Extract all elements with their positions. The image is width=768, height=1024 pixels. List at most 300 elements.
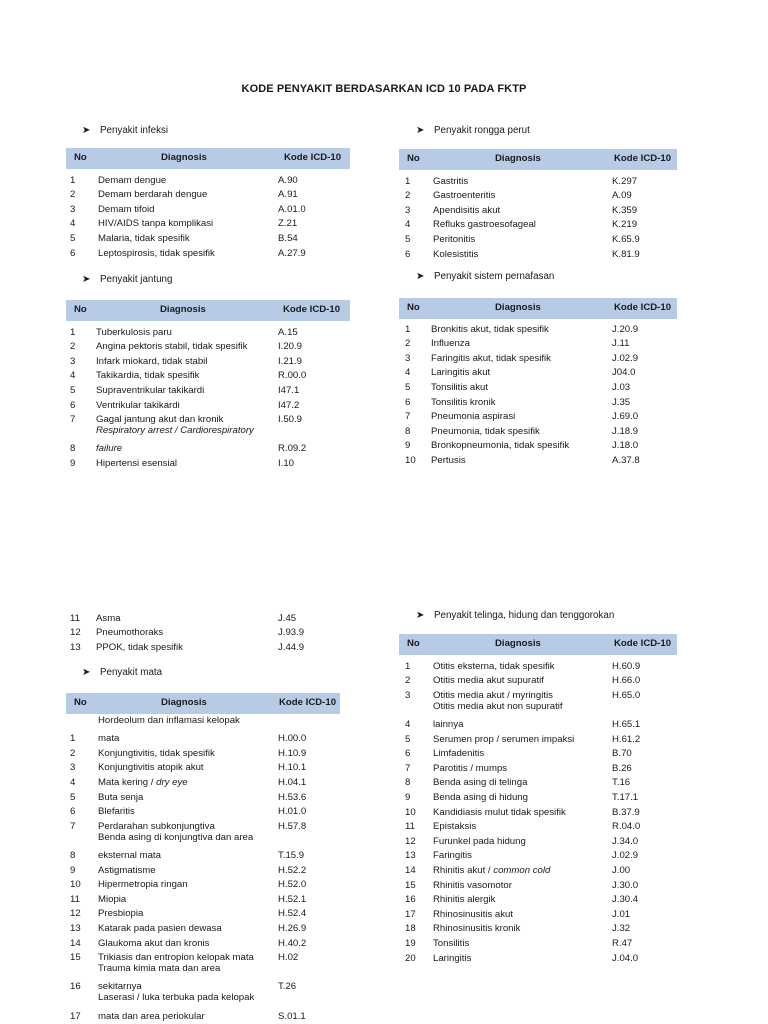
table-row — [399, 730, 677, 745]
arrow-bullet-icon: ➤ — [82, 667, 91, 678]
icd-code: T.26 — [278, 981, 297, 993]
icd-code: A.27.9 — [278, 247, 306, 259]
table-row — [66, 171, 350, 186]
row-no: 15 — [70, 952, 81, 964]
diagnosis: Rhinitis alergik — [433, 894, 496, 906]
diagnosis: Faringitis — [433, 850, 472, 862]
diagnosis: Tonsilitis akut — [431, 381, 489, 393]
diagnosis: Rhinitis vasomotor — [433, 879, 512, 891]
icd-code: H.26.9 — [278, 922, 307, 934]
icd-code: A.01.0 — [278, 203, 306, 215]
row-no: 3 — [70, 355, 76, 367]
table-row — [399, 876, 677, 891]
diagnosis: Katarak pada pasien dewasa — [98, 922, 222, 934]
diagnosis: Limfadenitis — [433, 748, 485, 760]
row-no: 10 — [405, 806, 416, 818]
table-row — [66, 832, 340, 861]
header-diagnosis: Diagnosis — [161, 152, 207, 163]
icd-code: J.01 — [612, 908, 631, 920]
diagnosis: Ventrikular takikardi — [96, 399, 180, 411]
diagnosis: Gastritis — [433, 175, 469, 187]
table-row — [399, 245, 677, 260]
row-no: 9 — [70, 457, 76, 469]
icd-code: R.00.0 — [278, 370, 307, 382]
row-no: 2 — [70, 341, 76, 353]
table-row — [66, 186, 350, 201]
icd-code: A.09 — [612, 190, 632, 202]
row-no: 4 — [70, 370, 76, 382]
diagnosis: Gagal jantung akut dan kronik — [96, 414, 224, 426]
section-title-text: Penyakit sistem pernafasan — [434, 271, 555, 282]
row-no: 4 — [405, 219, 411, 231]
icd-code: A.37.8 — [612, 454, 640, 466]
header-no: No — [407, 302, 420, 313]
diagnosis: Hipertensi esensial — [96, 457, 178, 469]
icd-code: H.52.2 — [278, 864, 307, 876]
table-row — [66, 454, 350, 469]
arrow-bullet-icon: ➤ — [82, 274, 91, 285]
icd-code: H.00.0 — [278, 733, 307, 745]
diagnosis: Astigmatisme — [98, 864, 156, 876]
diagnosis: Glaukoma akut dan kronis — [98, 937, 210, 949]
diagnosis: Rhinosinusitis kronik — [433, 923, 521, 935]
diagnosis: Pertusis — [431, 454, 466, 466]
icd-code: J.00 — [612, 864, 631, 876]
row-no: 4 — [405, 718, 411, 730]
diagnosis-line-2: lainnya — [433, 718, 464, 730]
table-row — [399, 788, 677, 803]
table-row — [399, 818, 677, 833]
table-row — [66, 788, 340, 803]
row-no: 14 — [70, 937, 81, 949]
diagnosis: Epistaksis — [433, 821, 477, 833]
diagnosis: Hipermetropia ringan — [98, 879, 188, 891]
section-title-infeksi — [82, 124, 168, 138]
icd-code: H.61.2 — [612, 733, 641, 745]
diagnosis — [98, 777, 188, 788]
header-code: Kode ICD-10 — [614, 153, 672, 164]
diagnosis-text: Mata kering / — [98, 776, 157, 788]
diagnosis: Gastroenteritis — [433, 190, 496, 202]
table-header — [66, 300, 350, 321]
row-no: 3 — [405, 204, 411, 216]
header-code: Kode ICD-10 — [279, 697, 337, 708]
diagnosis: Apendisitis akut — [433, 204, 501, 216]
section-title-text: Penyakit infeksi — [100, 125, 169, 136]
table-row — [66, 759, 340, 774]
header-code: Kode ICD-10 — [283, 304, 341, 315]
table-row — [399, 216, 677, 231]
table-row — [66, 773, 340, 788]
row-no: 2 — [70, 189, 76, 201]
diagnosis: Malaria, tidak spesifik — [98, 232, 190, 244]
diagnosis: Pneumonia aspirasi — [431, 411, 516, 423]
diagnosis: Demam dengue — [98, 174, 167, 186]
row-no: 11 — [70, 612, 80, 624]
row-no: 7 — [70, 820, 76, 832]
row-no: 13 — [405, 850, 416, 862]
row-no: 4 — [405, 367, 411, 379]
table-row — [399, 364, 677, 379]
row-no: 2 — [405, 675, 411, 687]
diagnosis: Supraventrikular takikardi — [96, 384, 205, 396]
row-no: 6 — [70, 247, 76, 259]
table-row — [399, 172, 677, 187]
section-title-text: Penyakit telinga, hidung dan tenggorokan — [434, 610, 615, 621]
icd-code: J.02.9 — [612, 352, 639, 364]
row-no: 8 — [405, 777, 411, 789]
icd-code: K.219 — [612, 219, 638, 231]
diagnosis-line-1: Trauma kimia mata dan area — [98, 963, 221, 975]
diagnosis-italic: dry eye — [156, 776, 188, 788]
diagnosis-line-1: Respiratory arrest / Cardiorespiratory — [96, 425, 254, 437]
icd-code: S.01.1 — [278, 1010, 306, 1022]
table-row — [399, 686, 677, 701]
icd-code: R.09.2 — [278, 443, 307, 455]
diagnosis-line-1: Hordeolum dan inflamasi kelopak — [98, 715, 240, 726]
icd-code: T.16 — [612, 777, 631, 789]
table-row — [399, 437, 677, 452]
icd-code: J.18.0 — [612, 440, 639, 452]
row-no: 17 — [405, 908, 416, 920]
diagnosis: Bronkitis akut, tidak spesifik — [431, 323, 549, 335]
row-no: 5 — [70, 791, 76, 803]
diagnosis: Takikardia, tidak spesifik — [96, 370, 200, 382]
row-no: 2 — [405, 338, 411, 350]
row-no: 7 — [405, 411, 411, 423]
table-row — [66, 609, 350, 624]
table-row — [66, 381, 350, 396]
row-no: 8 — [70, 849, 76, 861]
table-mata — [66, 693, 340, 1022]
table-row — [399, 861, 677, 876]
diagnosis-italic: common cold — [493, 864, 551, 876]
row-no: 4 — [70, 776, 76, 788]
icd-code: K.297 — [612, 175, 638, 187]
table-header — [399, 149, 677, 170]
row-no: 3 — [70, 203, 76, 215]
icd-code: I47.2 — [278, 399, 300, 411]
row-no: 17 — [70, 1010, 81, 1022]
icd-code: J.30.0 — [612, 879, 639, 891]
row-no: 13 — [70, 641, 81, 653]
table-row — [66, 876, 340, 891]
row-no: 10 — [70, 879, 81, 891]
diagnosis: Bronkopneumonia, tidak spesifik — [431, 440, 570, 452]
table-row — [399, 832, 677, 847]
icd-code: H.53.6 — [278, 791, 307, 803]
table-row — [399, 803, 677, 818]
icd-code: J.34.0 — [612, 835, 639, 847]
table-row — [399, 905, 677, 920]
row-no: 15 — [405, 879, 416, 891]
icd-code: I47.1 — [278, 384, 300, 396]
table-row — [66, 817, 340, 832]
row-no: 18 — [405, 923, 416, 935]
icd-code: H.10.9 — [278, 747, 307, 759]
diagnosis: Otitis media akut supuratif — [433, 675, 544, 687]
table-row — [66, 396, 350, 411]
diagnosis — [433, 865, 550, 876]
row-no: 12 — [70, 627, 81, 639]
icd-code: K.65.9 — [612, 233, 640, 245]
row-no: 12 — [405, 835, 416, 847]
diagnosis: Otitis eksterna, tidak spesifik — [433, 660, 555, 672]
diagnosis: Konjungtivitis, tidak spesifik — [98, 747, 215, 759]
icd-code: J.03 — [612, 381, 631, 393]
table-row — [66, 638, 350, 653]
row-no: 1 — [405, 660, 411, 672]
icd-code: I.50.9 — [278, 414, 303, 426]
diagnosis: Kandidiasis mulut tidak spesifik — [433, 806, 566, 818]
diagnosis: Angina pektoris stabil, tidak spesifik — [96, 341, 248, 353]
page-title: KODE PENYAKIT BERDASARKAN ICD 10 PADA FKTP — [241, 83, 527, 95]
row-no: 1 — [70, 174, 76, 186]
table-row — [66, 244, 350, 259]
diagnosis: PPOK, tidak spesifik — [96, 641, 183, 653]
row-no: 8 — [405, 425, 411, 437]
table-row — [399, 891, 677, 906]
table-row — [66, 744, 340, 759]
icd-code: H.40.2 — [278, 937, 307, 949]
table-row — [66, 803, 340, 818]
header-no: No — [407, 153, 420, 164]
diagnosis-line-1: Laserasi / luka terbuka pada kelopak — [98, 992, 255, 1004]
row-no: 6 — [405, 748, 411, 760]
diagnosis: Leptospirosis, tidak spesifik — [98, 247, 215, 259]
icd-code: H.52.4 — [278, 908, 307, 920]
table-row — [66, 367, 350, 382]
table-row — [399, 774, 677, 789]
section-title-text: Penyakit mata — [100, 667, 163, 678]
table-row — [399, 201, 677, 216]
icd-code: B.70 — [612, 748, 632, 760]
diagnosis: Influenza — [431, 338, 470, 350]
header-no: No — [74, 697, 87, 708]
icd-code: A.90 — [278, 174, 298, 186]
table-row — [399, 320, 677, 335]
diagnosis: Laringitis akut — [431, 367, 491, 379]
diagnosis: Tonsilitis — [433, 937, 470, 949]
table-row — [66, 425, 350, 454]
diagnosis-line-2: eksternal mata — [98, 849, 161, 861]
row-no: 10 — [405, 454, 416, 466]
diagnosis: Parotitis / mumps — [433, 762, 508, 774]
arrow-bullet-icon: ➤ — [82, 125, 91, 136]
diagnosis: Benda asing di hidung — [433, 791, 528, 803]
icd-code: H.02 — [278, 952, 299, 964]
table-row — [399, 393, 677, 408]
header-diagnosis: Diagnosis — [161, 697, 207, 708]
table-row — [66, 949, 340, 964]
row-no: 7 — [70, 414, 76, 426]
diagnosis: Miopia — [98, 893, 127, 905]
row-no: 5 — [405, 381, 411, 393]
diagnosis: Demam berdarah dengue — [98, 189, 208, 201]
table-header — [399, 634, 677, 655]
table-row — [399, 701, 677, 730]
section-title-text: Penyakit jantung — [100, 274, 173, 285]
icd-code: T.17.1 — [612, 791, 639, 803]
diagnosis: Refluks gastroesofageal — [433, 219, 536, 231]
icd-code: H.60.9 — [612, 660, 641, 672]
table-row — [399, 920, 677, 935]
row-no: 3 — [405, 689, 411, 701]
header-diagnosis: Diagnosis — [495, 153, 541, 164]
row-no: 1 — [70, 326, 76, 338]
section-title-text: Penyakit rongga perut — [434, 125, 530, 136]
icd-code: J.30.4 — [612, 894, 639, 906]
section-title-rongga-perut — [416, 124, 530, 138]
row-no: 19 — [405, 937, 416, 949]
row-no: 11 — [405, 821, 415, 833]
row-no: 16 — [70, 981, 81, 993]
row-no: 3 — [70, 762, 76, 774]
table-row — [399, 657, 677, 672]
diagnosis: Infark miokard, tidak stabil — [96, 355, 208, 367]
diagnosis: Blefaritis — [98, 806, 135, 818]
icd-code: H.66.0 — [612, 675, 641, 687]
header-no: No — [74, 152, 87, 163]
table-row — [66, 890, 340, 905]
icd-code: R.47 — [612, 937, 633, 949]
icd-code: H.52.0 — [278, 879, 307, 891]
icd-code: J04.0 — [612, 367, 636, 379]
row-no: 16 — [405, 894, 416, 906]
icd-code: H.04.1 — [278, 776, 307, 788]
row-no: 13 — [70, 922, 81, 934]
table-row — [66, 963, 340, 992]
diagnosis: Trikiasis dan entropion kelopak mata — [98, 952, 254, 964]
diagnosis: Tuberkulosis paru — [96, 326, 172, 338]
icd-code: H.52.1 — [278, 893, 307, 905]
table-row — [399, 451, 677, 466]
header-code: Kode ICD-10 — [284, 152, 342, 163]
icd-code: A.15 — [278, 326, 298, 338]
table-row — [66, 992, 340, 1021]
icd-code: J.35 — [612, 396, 631, 408]
icd-code: J.04.0 — [612, 952, 639, 964]
icd-code: I.10 — [278, 457, 295, 469]
icd-code: H.65.1 — [612, 718, 641, 730]
table-row — [399, 378, 677, 393]
table-row — [66, 715, 340, 744]
diagnosis: Peritonitis — [433, 233, 476, 245]
header-diagnosis: Diagnosis — [495, 302, 541, 313]
diagnosis: Pneumothoraks — [96, 627, 164, 639]
icd-code: K.81.9 — [612, 248, 640, 260]
table-row — [399, 349, 677, 364]
diagnosis: Rhinosinusitis akut — [433, 908, 513, 920]
arrow-bullet-icon: ➤ — [416, 610, 425, 621]
row-no: 1 — [70, 733, 76, 745]
table-row — [399, 230, 677, 245]
icd-code: B.37.9 — [612, 806, 640, 818]
icd-code: J.02.9 — [612, 850, 639, 862]
icd-code: B.26 — [612, 762, 632, 774]
table-row — [399, 672, 677, 687]
table-rongga-perut — [399, 149, 677, 260]
row-no: 12 — [70, 908, 81, 920]
diagnosis-line-2: failure — [96, 443, 123, 455]
icd-code: J.44.9 — [278, 641, 305, 653]
icd-code: H.57.8 — [278, 820, 307, 832]
row-no: 9 — [405, 791, 411, 803]
row-no: 9 — [405, 440, 411, 452]
table-header — [66, 148, 350, 169]
row-no: 11 — [70, 893, 80, 905]
row-no: 3 — [405, 352, 411, 364]
diagnosis: Pneumonia, tidak spesifik — [431, 425, 540, 437]
header-no: No — [74, 304, 87, 315]
table-row — [66, 905, 340, 920]
diagnosis: Faringitis akut, tidak spesifik — [431, 352, 551, 364]
section-title-thtkl — [416, 609, 614, 623]
row-no: 9 — [70, 864, 76, 876]
row-no: 6 — [70, 399, 76, 411]
icd-code: I.20.9 — [278, 341, 303, 353]
table-row — [66, 200, 350, 215]
row-no: 6 — [405, 396, 411, 408]
icd-code: Z.21 — [278, 218, 298, 230]
diagnosis: Otitis media akut / myringitis — [433, 689, 553, 701]
table-thtkl — [399, 634, 677, 964]
icd-code: K.359 — [612, 204, 638, 216]
table-row — [66, 323, 350, 338]
row-no: 5 — [405, 733, 411, 745]
table-pernafasan — [399, 298, 677, 466]
icd-code: I.21.9 — [278, 355, 303, 367]
row-no: 20 — [405, 952, 416, 964]
icd-code: H.65.0 — [612, 689, 641, 701]
header-code: Kode ICD-10 — [614, 638, 672, 649]
diagnosis: Tonsilitis kronik — [431, 396, 496, 408]
icd-code: J.32 — [612, 923, 631, 935]
table-row — [399, 759, 677, 774]
icd-code: A.91 — [278, 189, 298, 201]
diagnosis: Kolesistitis — [433, 248, 479, 260]
table-row — [66, 338, 350, 353]
table-row — [66, 352, 350, 367]
icd-code: R.04.0 — [612, 821, 641, 833]
section-title-mata — [82, 666, 162, 680]
table-jantung — [66, 300, 350, 469]
diagnosis: Presbiopia — [98, 908, 144, 920]
table-row — [399, 408, 677, 423]
header-no: No — [407, 638, 420, 649]
arrow-bullet-icon: ➤ — [416, 271, 425, 282]
diagnosis-line-2: sekitarnya — [98, 981, 142, 993]
header-diagnosis: Diagnosis — [495, 638, 541, 649]
table-row — [399, 847, 677, 862]
arrow-bullet-icon: ➤ — [416, 125, 425, 136]
icd-code: J.93.9 — [278, 627, 305, 639]
icd-code: J.18.9 — [612, 425, 639, 437]
diagnosis-line-1: Benda asing di konjungtiva dan area — [98, 831, 254, 843]
row-no: 7 — [405, 762, 411, 774]
table-row — [399, 422, 677, 437]
diagnosis: Perdarahan subkonjungtiva — [98, 820, 215, 832]
table-row — [399, 745, 677, 760]
table-header — [399, 298, 677, 319]
diagnosis: Benda asing di telinga — [433, 777, 528, 789]
icd-code: B.54 — [278, 232, 298, 244]
table-infeksi — [66, 148, 350, 259]
diagnosis: Laringitis — [433, 952, 472, 964]
table-row — [66, 861, 340, 876]
table-row — [66, 919, 340, 934]
diagnosis-line-2: mata — [98, 733, 120, 745]
